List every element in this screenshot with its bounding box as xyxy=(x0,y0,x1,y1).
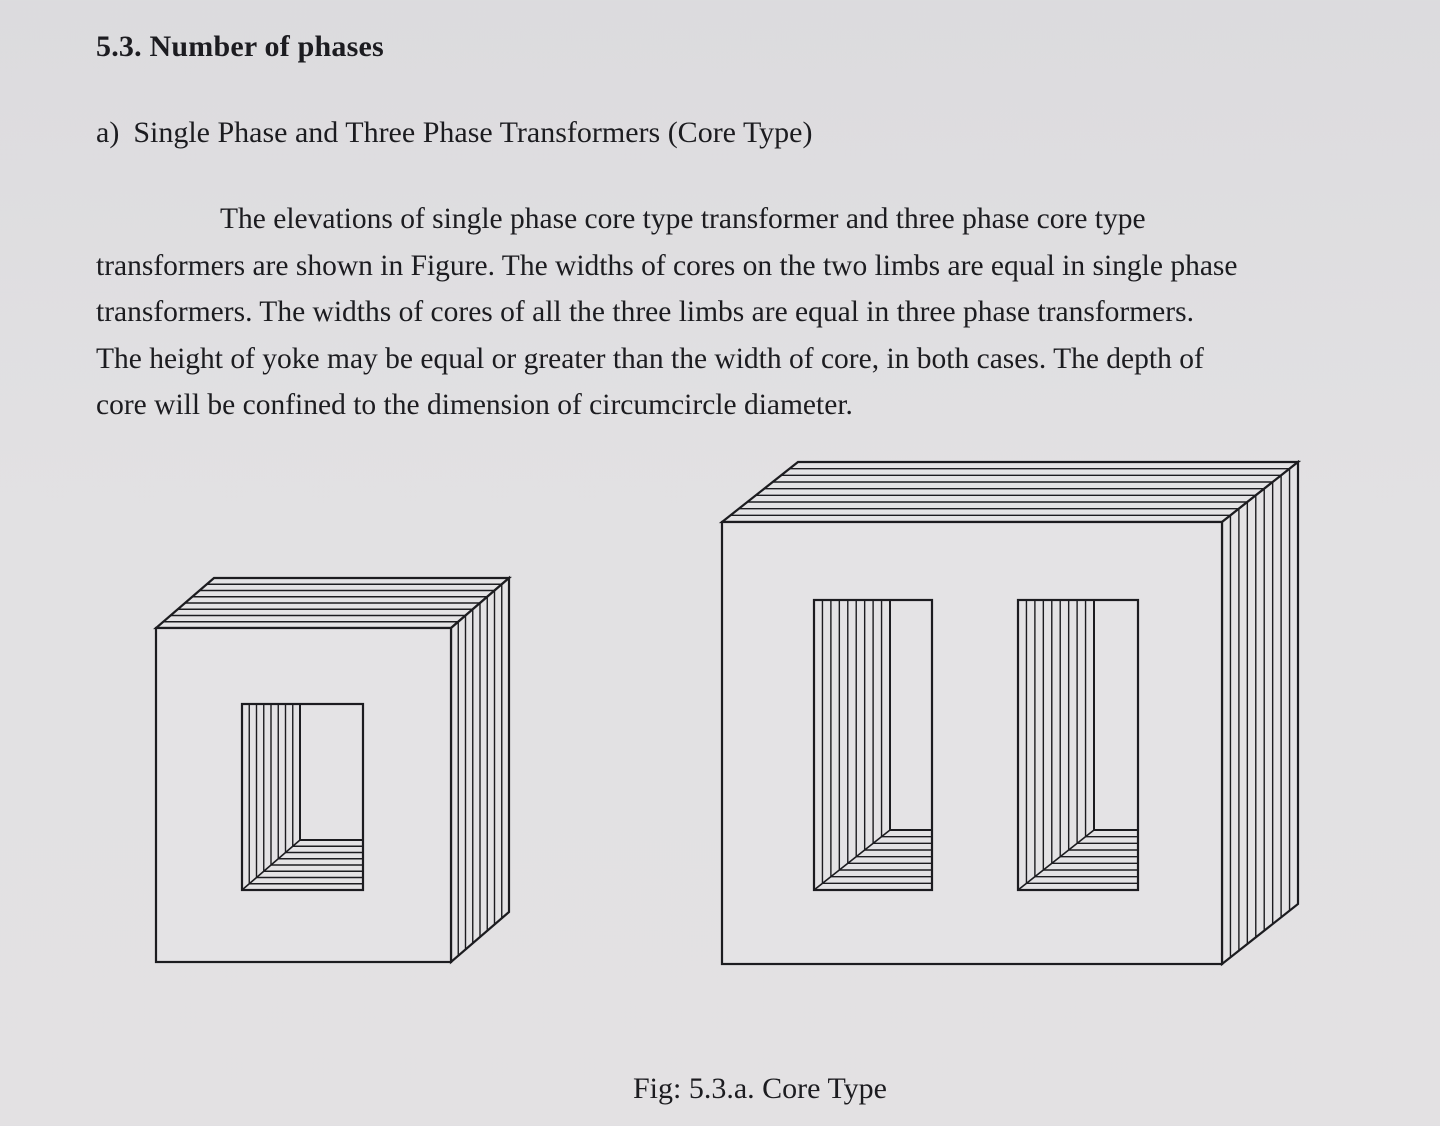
subsection-label: a) xyxy=(96,116,120,149)
paragraph-line: transformers are shown in Figure. The widths of cores on the two limbs are equal in single phase xyxy=(96,249,1238,282)
figure-caption: Fig: 5.3.a. Core Type xyxy=(633,1072,887,1105)
paragraph-line: core will be confined to the dimension of circumcircle diameter. xyxy=(96,389,853,421)
single-phase-core-drawing xyxy=(156,578,509,962)
core-type-drawing xyxy=(140,460,1320,980)
subsection-heading xyxy=(96,116,813,150)
three-phase-core-drawing xyxy=(722,462,1298,964)
section-heading: 5.3. Number of phases xyxy=(96,30,384,63)
paragraph-line: The height of yoke may be equal or greater than the width of core, in both cases. The depth of xyxy=(96,342,1204,375)
paragraph-line: The elevations of single phase core type transformer and three phase core type xyxy=(220,203,1146,235)
core-type-figure xyxy=(140,460,1320,980)
body-paragraph xyxy=(96,196,1436,429)
paragraph-line: transformers. The widths of cores of all the three limbs are equal in three phase transformers. xyxy=(96,296,1194,328)
subsection-title: Single Phase and Three Phase Transformers (Core Type) xyxy=(133,116,813,149)
